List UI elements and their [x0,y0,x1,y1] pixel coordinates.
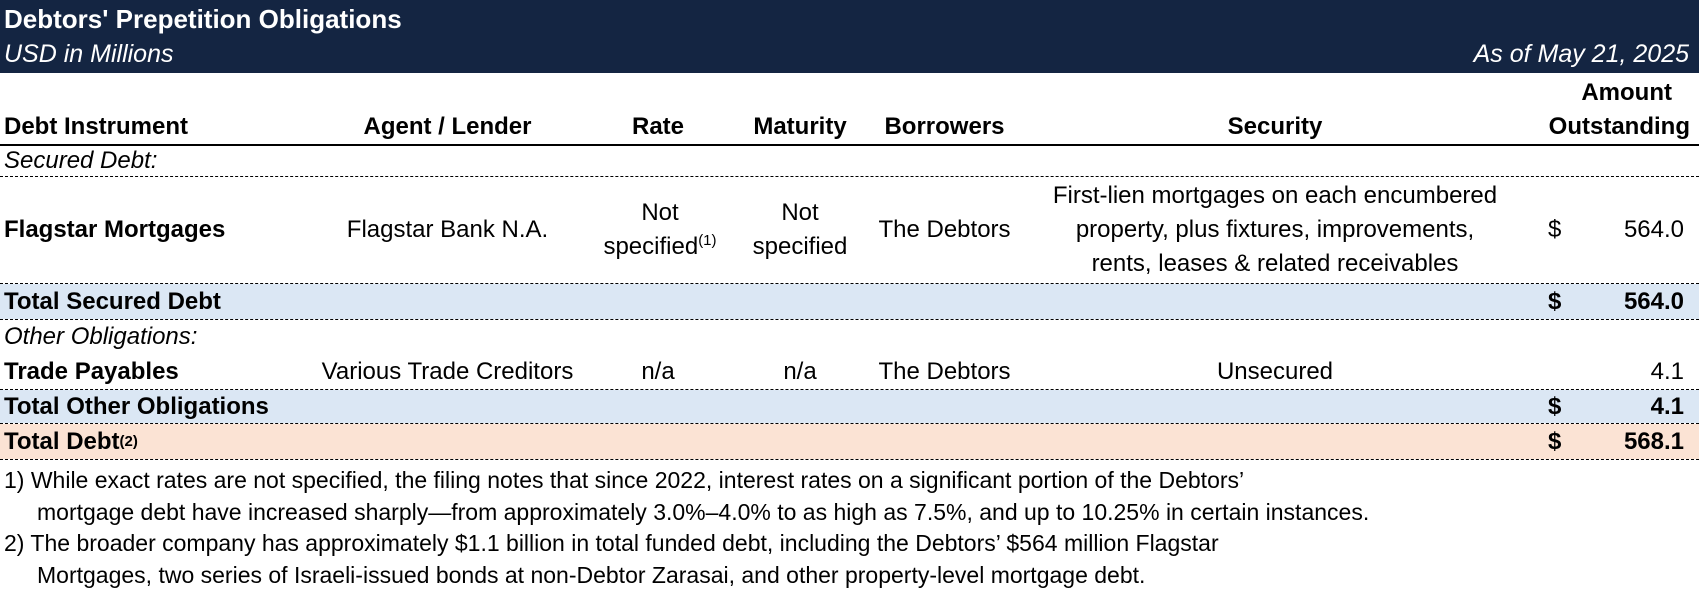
column-header-amount-line2: Outstanding [1548,113,1690,140]
borrowers-cell: The Debtors [878,357,1011,385]
currency-symbol: $ [1548,427,1562,455]
amount-cell: 4.1 [1650,357,1684,385]
units-subtitle: USD in Millions [4,40,174,68]
column-header-maturity: Maturity [753,113,847,140]
instrument-cell: Trade Payables [4,357,179,385]
currency-symbol: $ [1548,392,1562,420]
agent-cell: Various Trade Creditors [321,357,574,385]
amount-cell: 564.0 [1623,216,1684,243]
total-other-amount: 4.1 [1650,392,1684,420]
column-header-security: Security [1227,113,1323,140]
rate-line1: Not [641,199,679,226]
total-debt-label-wrap: Total Debt (2) [4,424,504,459]
footnote-2 [4,527,1219,591]
table-row-total-secured [0,284,1699,319]
agent-cell: Flagstar Bank N.A. [346,216,549,243]
security-line1: First-lien mortgages on each encumbered [1052,182,1498,209]
security-cell [1030,177,1520,283]
rate-footnote-ref: (1) [698,232,717,249]
table-title: Debtors' Prepetition Obligations [4,4,402,34]
footnote-2-line1: 2) The broader company has approximately $1.1 billion in total funded debt, including the Debtors’ $564 million Flagstar [4,530,1219,556]
total-debt-amount: 568.1 [1623,427,1684,455]
table-row-trade-payables [0,354,1699,389]
total-secured-amount: 564.0 [1623,287,1684,315]
rate-cell [585,177,735,283]
footnote-1-line1: 1) While exact rates are not specified, the filing notes that since 2022, interest rates on a significant portion of the Debtors’ [4,467,1245,493]
column-header-borrowers: Borrowers [884,113,1005,140]
borrowers-cell: The Debtors [878,216,1011,243]
section-label-secured: Secured Debt: [4,147,158,174]
security-cell: Unsecured [1216,357,1334,385]
table-row-total-other [0,390,1699,423]
maturity-line1: Not [781,199,819,226]
column-header-amount [1520,80,1690,144]
table-header-banner [0,0,1699,73]
table-row-total-debt [0,424,1699,459]
total-other-label: Total Other Obligations [4,392,269,420]
footnote-1 [4,464,1369,528]
as-of-date: As of May 21, 2025 [1473,40,1689,68]
row-divider [0,459,1699,460]
footnote-2-line2: Mortgages, two series of Israeli-issued bonds at non-Debtor Zarasai, and other property-level mortgage debt. [37,562,1146,588]
instrument-cell: Flagstar Mortgages [4,216,226,243]
column-header-rate: Rate [631,113,685,140]
security-line2: property, plus fixtures, improvements, [1075,216,1475,243]
maturity-cell [740,177,860,283]
column-header-instrument: Debt Instrument [4,113,189,140]
total-secured-label: Total Secured Debt [4,287,221,315]
rate-line2-wrap [603,230,716,264]
currency-symbol: $ [1548,216,1562,243]
currency-symbol: $ [1548,287,1562,315]
security-line3: rents, leases & related receivables [1091,250,1459,277]
footnote-1-line2: mortgage debt have increased sharply—from approximately 3.0%–4.0% to as high as 7.5%, and up to 10.25% in certain instances. [37,499,1370,525]
rate-line2: specified [603,233,699,260]
section-label-other: Other Obligations: [4,323,198,350]
total-debt-label: Total Debt [4,427,120,455]
table-row-flagstar [0,177,1699,283]
column-header-agent: Agent / Lender [363,113,532,140]
maturity-cell: n/a [783,357,817,385]
maturity-line2: specified [752,233,848,260]
rate-cell: n/a [641,357,675,385]
column-header-amount-line1: Amount [1581,79,1672,106]
